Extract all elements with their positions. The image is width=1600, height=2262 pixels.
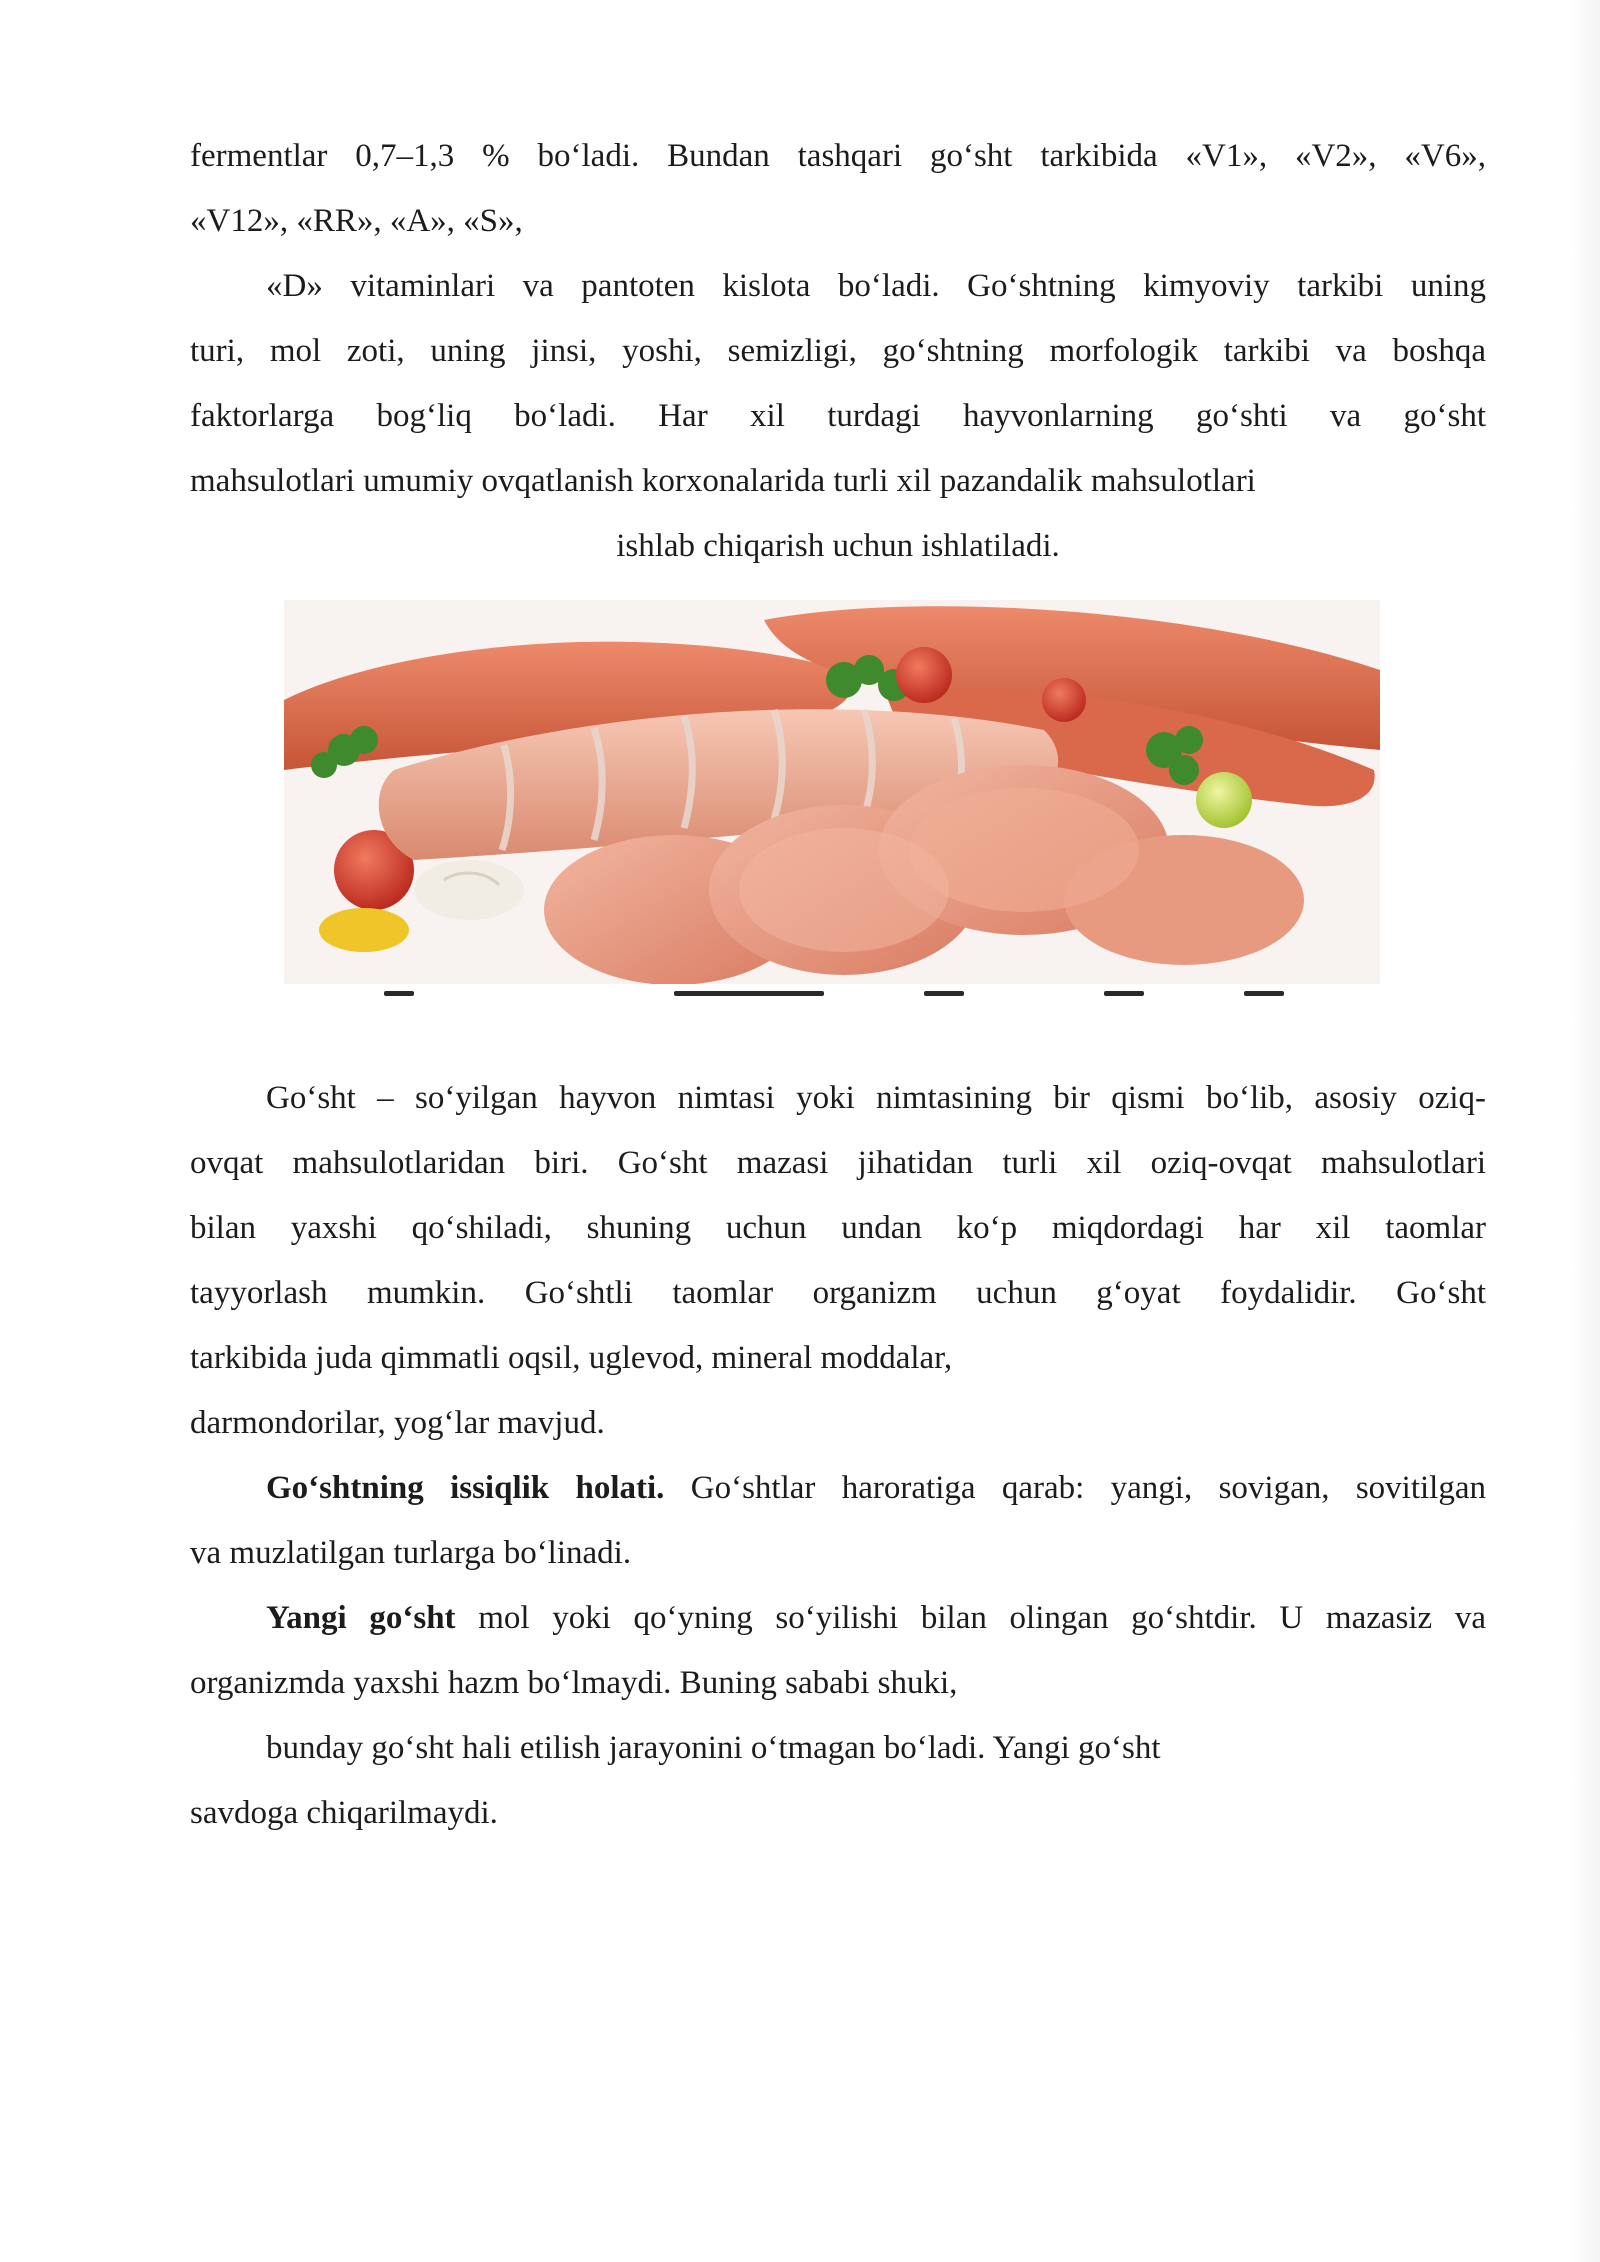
paragraph-line: faktorlarga bog‘liq bo‘ladi. Har xil turdagi hayvonlarning go‘shti va go‘sht [190, 398, 1486, 434]
fresh-meat-term: Yangi go‘sht [266, 1600, 456, 1636]
paragraph-line: savdoga chiqarilmaydi. [190, 1795, 498, 1831]
paragraph-line: darmondorilar, yog‘lar mavjud. [190, 1405, 605, 1441]
paragraph-line: organizmda yaxshi hazm bo‘lmaydi. Buning sababi shuki, [190, 1665, 958, 1701]
paragraph-line: «D» vitaminlari va pantoten kislota bo‘ladi. Go‘shtning kimyoviy tarkibi uning [266, 268, 1486, 304]
heat-state-text: Go‘shtlar haroratiga qarab: yangi, sovigan, sovitilgan [664, 1470, 1486, 1506]
text-block-top [190, 124, 1486, 579]
figure-caption-remnant [284, 988, 1380, 1000]
paragraph-line: mahsulotlari umumiy ovqatlanish korxonalarida turli xil pazandalik mahsulotlari [190, 463, 1256, 499]
paragraph-line: bunday go‘sht hali etilish jarayonini o‘tmagan bo‘ladi. Yangi go‘sht [266, 1730, 1161, 1766]
heat-state-heading: Go‘shtning issiqlik holati. [266, 1470, 665, 1506]
paragraph-line: «V12», «RR», «A», «S», [190, 203, 523, 239]
fresh-meat-paragraph [190, 1586, 1486, 1651]
paragraph-line: tarkibida juda qimmatli oqsil, uglevod, mineral moddalar, [190, 1340, 953, 1376]
paragraph-line: tayyorlash mumkin. Go‘shtli taomlar organizm uchun g‘oyat foydalidir. Go‘sht [190, 1275, 1486, 1311]
heat-state-paragraph [190, 1456, 1486, 1521]
paragraph-line: Go‘sht – so‘yilgan hayvon nimtasi yoki nimtasining bir qismi bo‘lib, asosiy oziq- [266, 1080, 1486, 1116]
paragraph-line: va muzlatilgan turlarga bo‘linadi. [190, 1535, 632, 1571]
paragraph-line: turi, mol zoti, uning jinsi, yoshi, semizligi, go‘shtning morfologik tarkibi va boshqa [190, 333, 1486, 369]
fresh-meat-text: mol yoki qo‘yning so‘yilishi bilan olingan go‘shtdir. U mazasiz va [455, 1600, 1487, 1636]
paragraph-line: ovqat mahsulotlaridan biri. Go‘sht mazasi jihatidan turli xil oziq-ovqat mahsulotlari [190, 1145, 1486, 1181]
page-edge-shadow [1572, 0, 1600, 2262]
raw-meat-photo-icon [284, 600, 1380, 984]
text-block-bottom [190, 1066, 1486, 1846]
paragraph-line: bilan yaxshi qo‘shiladi, shuning uchun undan ko‘p miqdordagi har xil taomlar [190, 1210, 1486, 1246]
paragraph-line: fermentlar 0,7–1,3 % bo‘ladi. Bundan tashqari go‘sht tarkibida «V1», «V2», «V6», [190, 138, 1486, 174]
meat-photo [284, 600, 1380, 984]
paragraph-line: ishlab chiqarish uchun ishlatiladi. [616, 528, 1060, 564]
